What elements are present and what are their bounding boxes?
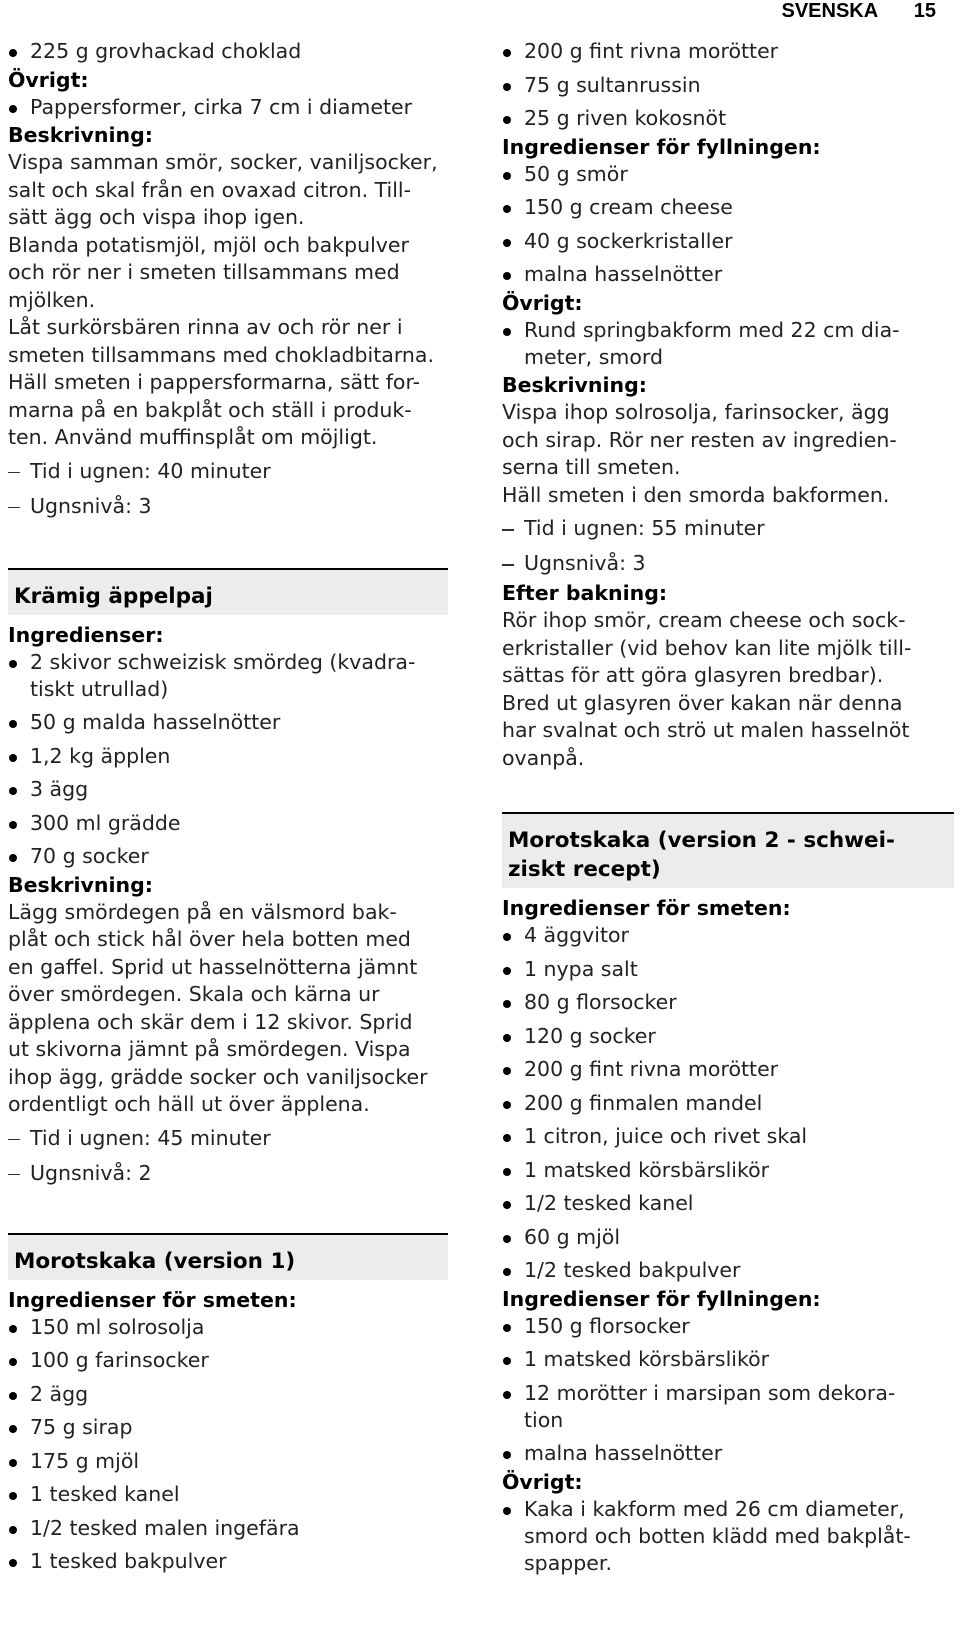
efter-bakning-label: Efter bakning: — [502, 581, 668, 605]
ingredients-list — [8, 649, 448, 871]
intro-list — [8, 38, 448, 65]
list-item: 200 g fint rivna morötter — [502, 38, 954, 65]
spacer — [8, 528, 448, 568]
list-item: 225 g grovhackad choklad — [8, 38, 448, 65]
list-item: 12 morötter i marsipan som dekora- tion — [502, 1380, 954, 1434]
list-item: 150 ml solrosolja — [8, 1314, 448, 1341]
ovrigt-list — [502, 1496, 954, 1577]
beskrivning-text: Lägg smördegen på en välsmord bak- plåt och stick hål över hela botten med en gaffel. Sprid ut hasselnötterna jämnt över smördegen. Skala och kärna ur äpplena och skär dem i 12 skivor. Sprid ut skivorna jämnt på smördegen. Vispa ihop ägg, grädde socker och vaniljsocker ordentligt och häll ut över äpplena. — [8, 899, 428, 1116]
list-item: 2 ägg — [8, 1381, 448, 1408]
page-header — [781, 0, 936, 26]
list-item: 100 g farinsocker — [8, 1347, 448, 1374]
beskrivning-label: Beskrivning: — [8, 872, 153, 897]
list-item: 200 g finmalen mandel — [502, 1090, 954, 1117]
list-item: 1/2 tesked kanel — [502, 1190, 954, 1217]
ovrigt-list — [502, 317, 954, 371]
list-item: malna hasselnötter — [502, 261, 954, 288]
fyllning-label: Ingredienser för fyllningen: — [502, 134, 821, 159]
list-item: Rund springbakform med 22 cm dia- meter, smord — [502, 317, 954, 371]
left-column — [8, 38, 448, 1582]
list-item: 1/2 tesked malen ingefära — [8, 1515, 448, 1542]
list-item: 60 g mjöl — [502, 1224, 954, 1251]
list-item: 75 g sirap — [8, 1414, 448, 1441]
list-item: Kaka i kakform med 26 cm diameter, smord och botten klädd med bakplåt- spapper. — [502, 1496, 954, 1577]
list-item: 1 tesked kanel — [8, 1481, 448, 1508]
ovrigt-label: Övrigt: — [502, 1469, 583, 1494]
list-item: 175 g mjöl — [8, 1448, 448, 1475]
ovrigt-label: Övrigt: — [8, 67, 89, 92]
fyllning-label: Ingredienser för fyllningen: — [502, 1286, 821, 1311]
list-item: Pappersformer, cirka 7 cm i diameter — [8, 94, 448, 121]
language-label: SVENSKA — [781, 0, 879, 22]
efter-bakning-text: Rör ihop smör, cream cheese och sock- erkristaller (vid behov kan lite mjölk till- sättas för att göra glasyren bredbar). Bred ut glasyren över kakan när denna har svalnat och strö ut malen hasselnöt ovanpå. — [502, 608, 912, 770]
list-item: 1 tesked bakpulver — [8, 1548, 448, 1575]
smeten-list — [502, 922, 954, 1284]
list-item: 1,2 kg äpplen — [8, 743, 448, 770]
list-item: 4 äggvitor — [502, 922, 954, 949]
list-item: 200 g fint rivna morötter — [502, 1056, 954, 1083]
list-item: malna hasselnötter — [502, 1440, 954, 1467]
list-item: 1 citron, juice och rivet skal — [502, 1123, 954, 1150]
spacer — [502, 772, 954, 812]
fyllning-list — [502, 161, 954, 289]
section-title: Morotskaka (version 2 - schwei- ziskt recept) — [502, 812, 954, 888]
list-item: 25 g riven kokosnöt — [502, 105, 954, 132]
list-item: 150 g florsocker — [502, 1313, 954, 1340]
list-item: 1 nypa salt — [502, 956, 954, 983]
dash-item: Ugnsnivå: 3 — [502, 550, 954, 577]
ingredients-list — [8, 1314, 448, 1576]
list-item: 1/2 tesked bakpulver — [502, 1257, 954, 1284]
ingredients-list — [502, 38, 954, 132]
section-title: Krämig äppelpaj — [8, 568, 448, 615]
smeten-label: Ingredienser för smeten: — [502, 896, 791, 920]
list-item: 40 g sockerkristaller — [502, 228, 954, 255]
list-item: 75 g sultanrussin — [502, 72, 954, 99]
ingredients-label: Ingredienser: — [8, 622, 164, 647]
spacer — [8, 1195, 448, 1233]
list-item: 1 matsked körsbärslikör — [502, 1157, 954, 1184]
list-item: 50 g smör — [502, 161, 954, 188]
page-number: 15 — [913, 0, 936, 22]
dash-item: Tid i ugnen: 40 minuter — [8, 458, 448, 485]
beskrivning-text: Vispa samman smör, socker, vaniljsocker, salt och skal från en ovaxad citron. Till- sätt ägg och vispa ihop igen. Blanda potatismjöl, mjöl och bakpulver och rör ner i smeten tillsammans med mjölken. Låt surkörsbären rinna av och rör ner i smeten tillsammans med chokladbitarna. Häll smeten i pappersformarna, sätt for- marna på en bakplåt och ställ i produk- ten. Använd muffinsplåt om möjligt. — [8, 150, 438, 449]
beskrivning-label: Beskrivning: — [8, 123, 153, 147]
dash-item: Ugnsnivå: 2 — [8, 1160, 448, 1187]
dash-item: Ugnsnivå: 3 — [8, 493, 448, 520]
list-item: 70 g socker — [8, 843, 448, 870]
beskrivning-text: Vispa ihop solrosolja, farinsocker, ägg och sirap. Rör ner resten av ingredien- serna till smeten. Häll smeten i den smorda bakformen. — [502, 400, 897, 507]
fyllning-list — [502, 1313, 954, 1468]
ovrigt-label: Övrigt: — [502, 290, 583, 315]
right-column — [502, 38, 954, 1583]
list-item: 50 g malda hasselnötter — [8, 709, 448, 736]
dash-item: Tid i ugnen: 55 minuter — [502, 515, 954, 542]
list-item: 300 ml grädde — [8, 810, 448, 837]
beskrivning-label: Beskrivning: — [502, 373, 647, 397]
list-item: 2 skivor schweizisk smördeg (kvadra- tiskt utrullad) — [8, 649, 448, 703]
section-title: Morotskaka (version 1) — [8, 1233, 448, 1280]
ovrigt-list — [8, 94, 448, 121]
ingredients-label: Ingredienser för smeten: — [8, 1287, 297, 1312]
list-item: 150 g cream cheese — [502, 194, 954, 221]
list-item: 80 g florsocker — [502, 989, 954, 1016]
dash-item: Tid i ugnen: 45 minuter — [8, 1125, 448, 1152]
list-item: 1 matsked körsbärslikör — [502, 1346, 954, 1373]
list-item: 120 g socker — [502, 1023, 954, 1050]
list-item: 3 ägg — [8, 776, 448, 803]
